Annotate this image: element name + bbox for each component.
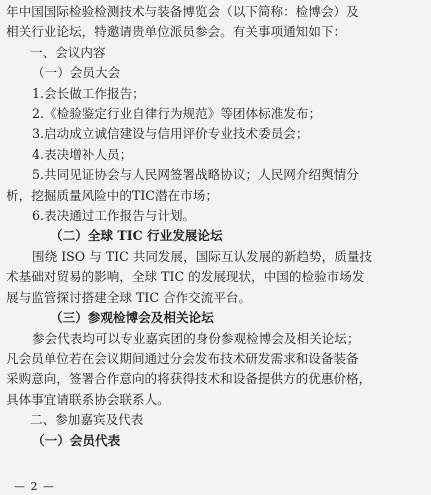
page-number: — 2 — [14,480,55,493]
subsection-1-heading: （一）会员大会 [32,65,121,81]
forum-paragraph-line-3: 展与监管探讨搭建全球 TIC 合作交流平台。 [6,289,252,305]
intro-line-1: 年中国国际检验检测技术与装备博览会（以下简称：检博会）及 [6,4,359,19]
agenda-item-1: 1.会长做工作报告； [32,85,145,101]
agenda-item-5-line-1: 5.共同见证协会与人民网签署战略协议；人民网介绍舆情分 [32,167,359,183]
intro-line-2: 相关行业论坛，特邀请贵单位派员参会。有关事项通知如下： [6,24,347,40]
agenda-item-4: 4.表决增补人员； [32,146,133,162]
agenda-item-2: 2.《检验鉴定行业自律行为规范》等团体标准发布； [32,106,322,122]
agenda-item-3: 3.启动成立诚信建设与信用评价专业技术委员会； [32,126,309,142]
visit-paragraph-line-2: 凡会员单位若在会议期间通过分会发布技术研发需求和设备装备 [6,350,359,366]
forum-paragraph-line-2: 术基础对贸易的影响，全球 TIC 的发展现状，中国的检验市场发 [6,269,365,285]
agenda-item-6: 6.表决通过工作报告与计划。 [32,208,196,224]
section-2-heading: 二、参加嘉宾及代表 [30,412,144,428]
subsection-3-heading: （三）参观检博会及相关论坛 [50,310,214,326]
forum-paragraph-line-1: 围绕 ISO 与 TIC 共同发展，国际互认发展的新趋势，质量技 [32,248,373,264]
subsection-2-heading: （二）全球 TIC 行业发展论坛 [50,228,223,244]
agenda-item-5-line-2: 析，挖掘质量风险中的TIC潜在市场； [6,187,218,203]
visit-paragraph-line-3: 采购意向，签署合作意向的将获得技术和设备提供方的优惠价格， [6,371,372,387]
visit-paragraph-line-4: 具体事宜请联系协会联系人。 [6,391,170,407]
visit-paragraph-line-1: 参会代表均可以专业嘉宾团的身份参观检博会及相关论坛； [32,330,360,346]
section-1-heading: 一、会议内容 [30,44,106,60]
subsection-4-heading: （一）会员代表 [32,432,121,448]
